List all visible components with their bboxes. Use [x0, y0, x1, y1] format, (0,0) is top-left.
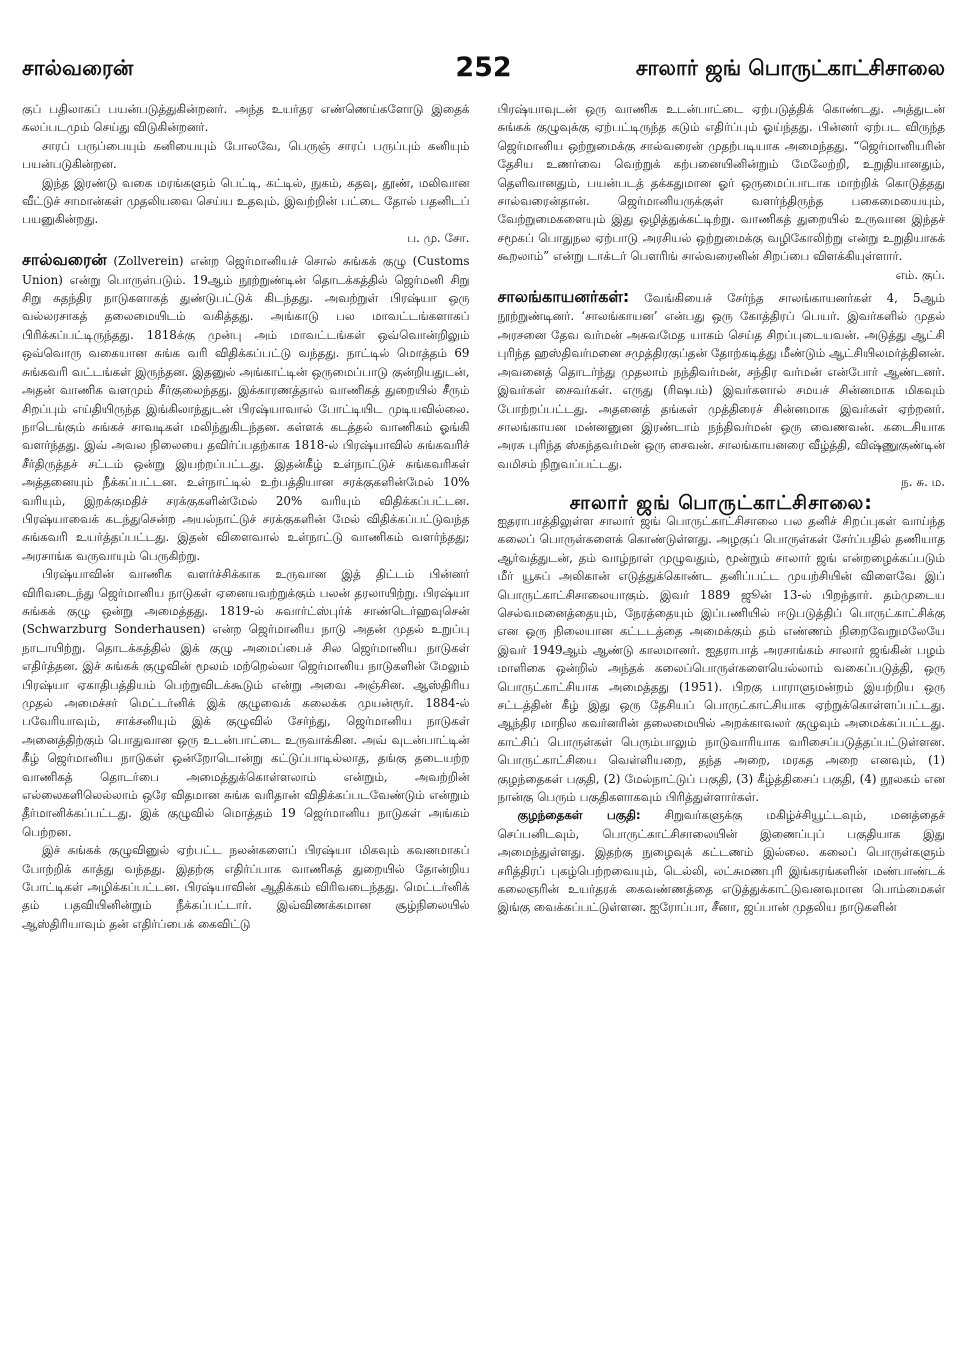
paragraph: ஐதராபாத்திலுள்ள சாலார் ஜங் பொருட்காட்சிசாலை பல தனிச் சிறப்புகள் வாய்ந்த கலைப் பொருள்களைக் கொண்டுள்ளது. அழகுப் பொருள்கள் சேர்ப்பதில் தணியாத ஆர்வத்துடன், தம் வாழ்நாள் முழுவதும், மூன்றும் சாலார் ஜங் என்றழைக்கப்படும் மீர் யூசுப் அலிகான் எடுத்துக்கொண்ட தனிப்பட்ட முயற்சியின் விளைவே இப் பொருட்காட்சிசாலையாகும். இவர் 1889 ஜூன் 13-ல் பிறந்தார். தம்முடைய செல்வமனைத்தையும், நேரத்தையும் இப்பணியில் ஈடுபடுத்திப் பொருட்காட்சிக்கு என ஒரு நிலையான கட்டடத்தை அமைக்கும் தம் எண்ணம் நிறைவேறுமலேயே இவர் 1949ஆம் ஆண்டு காலமானர். ஐதராபாத் அரசாங்கம் சாலார் ஜங்கின் பழம் மாளிகை ஒன்றில் அந்தக் கலைப்பொருள்களையெல்லாம் வகைப்படுத்தி, ஒரு பொருட்காட்சியாக அமைத்தது (1951). பிறகு பாராளுமன்றம் இயற்றிய ஒரு சட்டத்தின் கீழ் இது ஒரு தேசியப் பொருட்காட்சியாக ஏற்றுக்கொள்ளப்பட்டது. ஆந்திர மாநில கவர்னரின் தலைமையில் அறக்காவலர் குழுவும் அமைக்கப்பட்டது. காட்சிப் பொருள்கள் பெரும்பாலும் நாடுவாரியாக வரிசைப்படுத்தப்பட்டுள்ளன. பொருட்காட்சியை வெள்ளியறை, தந்த அறை, மரகத அறை எனவும், (1) குழந்தைகள் பகுதி, (2) மேல்நாட்டுப் பகுதி, (3) கீழ்த்திசைப் பகுதி, (4) நூலகம் என நான்கு பெரும் பகுதிகளாகவும் பிரித்துள்ளார்கள்.: [497, 513, 945, 805]
paragraph: பிரஷ்யாவின் வாணிக வளர்ச்சிக்காக உருவான இத் திட்டம் பின்னர் விரிவடைந்து ஜெர்மானிய நாடுகள் ஏனையவற்றுக்கும் பலன் தரலாயிற்று. பிரஷ்யா சுங்கக் குழு ஒன்று அமைத்தது. 1819-ல் சுவார்ட்ஸ்புர்க் சாண்டெர்ஹவுசென் (Schwarzburg Sonderhausen) என்ற ஜெர்மானிய நாடு அதன் முதல் உறுப்பு நாடாயிற்று. தொடக்கத்தில் இக் குழு அமைப்பைச் சில ஜெர்மானிய நாடுகள் எதிர்த்தன. இச் சுங்கக் குழுவின் மூலம் மற்றெல்லா ஜெர்மானிய நாடுகளின் மேலும் பிரஷ்யா ஏகாதிபத்தியம் பெற்றுவிடக்கூடும் என்று அவை அஞ்சின. ஆஸ்திரிய முதல் அமைச்சர் மெட்டர்னிக் இக் குழுவைக் கலைக்க முயன்ரூர். 1884-ல் பவேரியாவும், சாக்சனியும் இக் குழுவில் சேர்ந்து, ஜெர்மானிய நாடுகள் அனைத்திற்கும் பொதுவான ஒரு உடன்பாட்டை உருவாக்கின. அவ் வுடன்பாட்டின் கீழ் ஜெர்மானிய நாடுகள் ஒன்றோடொன்று கட்டுப்பாடில்லாத, தங்கு தடையற்ற வாணிகத் தொடர்பை அமைத்துக்கொள்ளலாம் என்றும், அவற்றின் எல்லைகளிலெல்லாம் ஒரே விதமான சுங்க வரிதான் விதிக்கப்படவேண்டும் என்றும் தீர்மானிக்கப்பட்டது. இக் குழுவில் மொத்தம் 19 ஜெர்மானிய நாடுகள் அங்கம் பெற்றன.: [22, 567, 470, 839]
text-columns: [22, 100, 945, 1344]
author-initials: ப. மு. சோ.: [407, 230, 470, 245]
running-header: [22, 52, 945, 90]
paragraph-text: சிறுவர்களுக்கு மகிழ்ச்சியூட்டவும், மனத்தைச் செப்பனிடவும், பொருட்காட்சிசாலையின் இணைப்புப் பகுதியாக இது அமைந்துள்ளது. இதற்கு நுழைவுக் கட்டணம் இல்லை. கலைப் பொருள்களும் சரித்திரப் புகழ்பெற்றவையும், டெல்லி, லட்சுமணபுரி இங்கரங்களின் மண்பாண்டக் கலைஞரின் உயர்தரக் கைவண்ணத்தை எடுத்துக்காட்டுவனவுமான பொம்மைகள் இங்கு வைக்கப்பட்டுள்ளன. ஐரோப்பா, சீனா, ஜப்பான் முதலிய நாடுகளின்: [497, 808, 945, 915]
paragraph: சாரப் பருப்பையும் கனியையும் போலவே, பெருஞ் சாரப் பருப்பும் கனியும் பயன்படுகின்றன.: [22, 138, 470, 172]
header-right-title: சாலார் ஜங் பொருட்காட்சிசாலை: [635, 56, 945, 80]
entry-text: (Zollverein) என்ற ஜெர்மானியச் சொல் சுங்கக் குழு (Customs Union) என்று பொருள்படும். 19ஆம் நூற்றுண்டின் தொடக்கத்தில் ஜெர்மனி சிறு சிறு சுதந்திர நாடுகளாகத் துண்டுபட்டுக் கிடந்தது. அவற்றுள் பிரஷ்யா ஒரு வல்லரசாகத் தலைமையிடம் வகித்தது. அங்காடு பல மாவட்டங்களாகப் பிரிக்கப்பட்டிருந்தது. 1818க்கு முன்பு அம் மாவட்டங்கள் ஒவ்வொன்றிலும் ஒவ்வொரு வகையான சுங்க வரி விதிக்கப்பட்டு வந்தது. நாட்டில் மொத்தம் 69 சுங்கவரி வட்டங்கள் இருந்தன. இதனுல் அங்காட்டின் ஒருமைப்பாடு குன்றியதுடன், அதன் வாணிக வளமும் சீர்குலைந்தது. இக்காரணத்தால் வாணிகத் துறையில் சீரும் சிறப்பும் எய்தியிருந்த இங்கிலாந்துடன் பிரஷ்யாவால் போட்டியிட முடியவில்லை. நாடெங்கும் சுங்கச் சாவடிகள் மலிந்துகிடந்தன. கள்ளக் கடத்தல் வாணிகம் ஓங்கி வளர்ந்தது. இவ் அவல நிலையை தவிர்ப்பதற்காக 1818-ல் பிரஷ்யாவில் சுங்கவரிச் சீர்திருத்தச் சட்டம் ஒன்று இயற்றப்பட்டது. இதன்கீழ் உள்நாட்டுச் சுங்கவரிகள் அத்தனையும் நீக்கப்பட்டன. உள்நாட்டில் உற்பத்தியான சரக்குகளின்மேல் 10% வரியும், இறக்குமதிச் சரக்குகளின்மேல் 20% வரியும் விதிக்கப்பட்டன. பிரஷ்யாவைக் கடந்துசென்ற அயல்நாட்டுச் சரக்குகளின் மேல் விதிக்கப்பட்டுவந்த சுங்கவரி உயர்த்தப்பட்டது. இதன் விளைவால் உள்நாட்டு வாணிகம் வளர்ந்தது; அரசாங்க வருவாயும் பெருகிற்று.: [22, 254, 470, 563]
page-number: 252: [455, 52, 512, 83]
author-initials: எம். குப்.: [895, 267, 945, 282]
author-initials: ந. சு. ம.: [901, 475, 945, 490]
entry-title-museum: சாலார் ஜங் பொருட்காட்சிசாலை:: [569, 491, 873, 514]
entry-zollverein: [22, 251, 470, 565]
right-column: [498, 100, 946, 1344]
paragraph: குப் பதிலாகப் பயன்படுத்துகின்றனர். அந்த உயர்தர எண்ணெய்களோடு இதைக் கலப்படமும் செய்து விடுகின்றனர்.: [22, 102, 470, 135]
entry-text: வேங்கியைச் சேர்ந்த சாலங்காயனர்கள் 4, 5ஆம் நூற்றுண்டினர். ‘சாலங்காயன’ என்பது ஒரு கோத்திரப் பெயர். இவர்களில் முதல் அரசனை தேவ வர்மன் அசுவமேத யாகம் செய்த சிறப்புடையவன். அடுத்து ஆட்சி புரிந்த ஹஸ்திவர்மனை சமுத்திரகுப்தன் தோற்கடித்து மீண்டும் ஆட்சியிலமர்த்தினன். அவனைத் தொடர்ந்து முதலாம் நந்திவர்மன், சந்திர வர்மன் என்போர் ஆண்டனர். இவர்கள் சைவர்கள். எருது (ரிஷபம்) இவர்களால் சமயச் சின்னமாக மிகவும் போற்றப்பட்டது. அதனைத் தங்கள் முத்திரைச் சின்னமாக இவர்கள் ஏற்றனர். சாலங்காயன மன்னனுன இரண்டாம் நந்திவர்மன் ஒரு வைணவன். கடைசியாக அரசு புரிந்த ஸ்கந்தவர்மன் ஒரு சைவன். சாலங்காயனரை வீழ்த்தி, விஷ்ணுகுண்டின் வமிசம் நிறுவப்பட்டது.: [497, 291, 945, 471]
paragraph: [498, 100, 946, 284]
left-column: [22, 100, 470, 1344]
paragraph: [498, 806, 946, 916]
paragraph-text: இந்த இரண்டு வகை மரங்களும் பெட்டி, கட்டில், நுகம், கதவு, தூண், மலிவான வீட்டுச் சாமான்கள் முதலியவை செய்ய உதவும். இவற்றின் பட்டை தோல் பதனிடப் பயனுகின்றது.: [22, 175, 470, 227]
entry-headword: சால்வரைன்: [22, 250, 107, 270]
entry-salankayanar: [498, 288, 946, 491]
entry-headword: சாலங்காயனர்கள்:: [497, 287, 630, 307]
paragraph: இச் சுங்கக் குழுவினுல் ஏற்பட்ட நலன்களைப் பிரஷ்யா மிகவும் கவனமாகப் போற்றிக் காத்து வந்தது. இதற்கு எதிர்ப்பாக வாணிகத் துறையில் தோன்றிய போட்டிகள் அழிக்கப்பட்டன. பிரஷ்யாவின் ஆதிக்கம் விரிவடைந்தது. மெட்டர்னிக் தம் பதவியினின்றும் நீக்கப்பட்டார். இவ்விணக்கமான சூழ்நிலையில் ஆஸ்திரியாவும் தன் எதிர்ப்பைக் கைவிட்டு: [22, 843, 470, 931]
paragraph: [22, 174, 470, 248]
paragraph-text: பிரஷ்யாவுடன் ஒரு வாணிக உடன்பாட்டை ஏற்படுத்திக் கொண்டது. அத்துடன் சுங்கக் குழுவுக்கு ஏற்பட்டிருந்த கடும் எதிர்ப்பும் ஓய்ந்தது. பின்னர் ஏற்பட விருந்த ஜெர்மானிய ஒற்றுமைக்கு சால்வரைன் முதற்படியாக அமைந்தது. “ஜெர்மானியரின் தேசிய உணர்வை வெற்றுக் கற்பனையினின்றும் மேலேற்றி, உறுதியானதும், தெளிவானதும், பயன்படத் தக்கதுமான ஓர் ஒருமைப்பாடாக மாற்றிக் கொடுத்தது சால்வரைன்தான். ஜெர்மானியருக்குள் வளர்ந்திருந்த பகைமையையும், வேற்றுமைகளையும் இது ஒழித்துக்கட்டிற்று. வாணிகத் துறையில் உருவான இந்தச் சமூகப் பொதுநல ஏற்பாடு அரசியல் ஒற்றுமைக்கு வழிகோலிற்று என்று உறுதியாகக் கூறலாம்” என்று டாக்டர் பௌரிங் சால்வரைனின் சிறப்பை விளக்கியுள்ளார்.: [497, 102, 945, 264]
header-left-title: சால்வரைன்: [22, 56, 134, 80]
subsection-heading: குழந்தைகள் பகுதி:: [517, 808, 641, 823]
